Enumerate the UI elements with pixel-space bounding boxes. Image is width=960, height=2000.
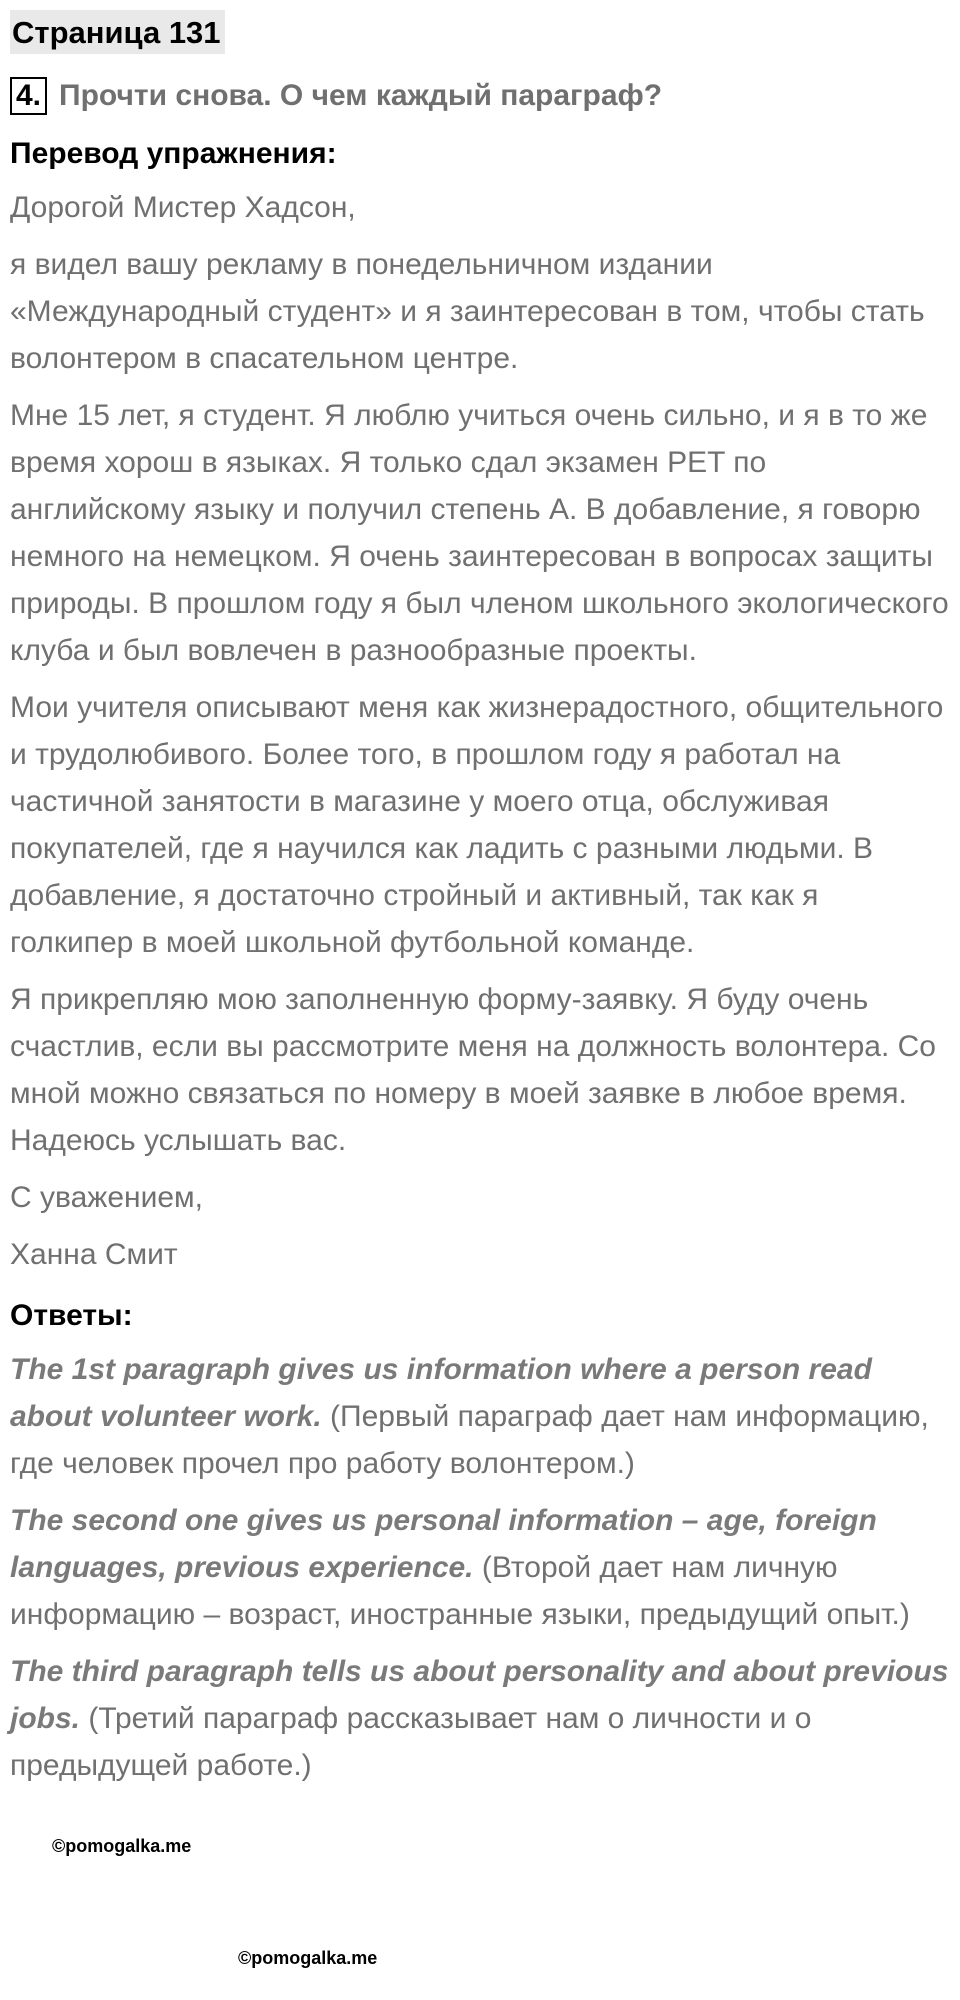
answer-russian: (Второй дает нам личную информацию – возраст, иностранные языки, предыдущий опыт.) [10, 1551, 910, 1631]
letter-closing: С уважением, [10, 1181, 204, 1214]
letter-paragraph: я видел вашу рекламу в понедельничном издании «Международный студент» и я заинтересован в том, чтобы стать волонтером в спасательном центре. [10, 248, 925, 375]
task-header [10, 76, 950, 116]
letter-paragraph: Я прикрепляю мою заполненную форму-заявку. Я буду очень счастлив, если вы рассмотрите меня на должность волонтера. Со мной можно связаться по номеру в моей заявке в любое время. Надеюсь услышать вас. [10, 983, 936, 1157]
task-text: Прочти снова. О чем каждый параграф? [59, 79, 663, 112]
answers-heading: Ответы: [10, 1299, 133, 1332]
answer-english: The 1st paragraph gives us information where a person read about volunteer work. [10, 1353, 872, 1433]
page-title: Страница 131 [10, 10, 225, 54]
answer-item [10, 1648, 950, 1789]
letter-greeting: Дорогой Мистер Хадсон, [10, 191, 356, 224]
answer-english: The third paragraph tells us about personality and about previous jobs. [10, 1655, 949, 1735]
letter-signature: Ханна Смит [10, 1238, 178, 1271]
answer-russian: (Третий параграф рассказывает нам о личности и о предыдущей работе.) [10, 1702, 812, 1782]
watermark: ©pomogalka.me [238, 1948, 378, 1968]
letter-paragraph: Мне 15 лет, я студент. Я люблю учиться очень сильно, и я в то же время хорош в языках. Я только сдал экзамен PET по английскому языку и получил степень А. В добавление, я говорю немного на немецком. Я очень заинтересован в вопросах защиты природы. В прошлом году я был членом школьного экологического клуба и был вовлечен в разнообразные проекты. [10, 399, 949, 667]
answer-english: The second one gives us personal information – age, foreign languages, previous experience. [10, 1504, 877, 1584]
answer-russian: (Первый параграф дает нам информацию, где человек прочел про работу волонтером.) [10, 1400, 929, 1480]
letter-paragraph: Мои учителя описывают меня как жизнерадостного, общительного и трудолюбивого. Более того, в прошлом году я работал на частичной занятости в магазине у моего отца, обслуживая покупателей, где я научился как ладить с разными людьми. В добавление, я достаточно стройный и активный, так как я голкипер в моей школьной футбольной команде. [10, 691, 944, 959]
answer-item [10, 1346, 950, 1487]
answer-item [10, 1497, 950, 1638]
task-number: 4. [10, 77, 47, 115]
translation-heading: Перевод упражнения: [10, 137, 337, 170]
watermark: ©pomogalka.me [52, 1836, 192, 1856]
